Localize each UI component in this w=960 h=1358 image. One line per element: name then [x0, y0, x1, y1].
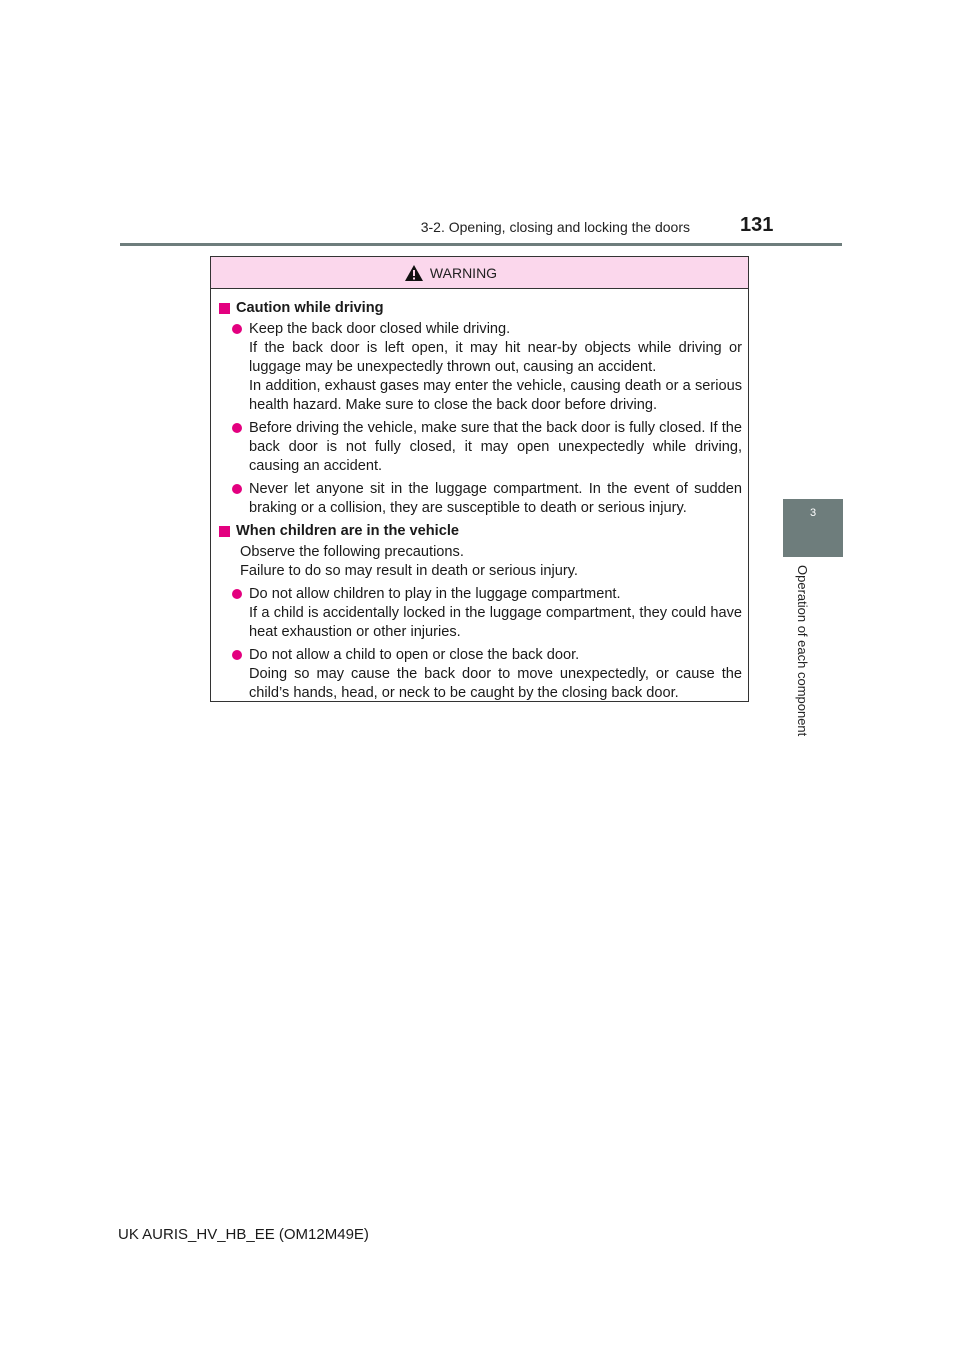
header-divider: [120, 243, 842, 246]
round-bullet-icon: [232, 324, 242, 334]
item-text: Before driving the vehicle, make sure that the back door is fully closed. If the back door is not fully closed, it may open unexpectedly while driving, causing an accident.: [249, 420, 742, 474]
list-item: [232, 480, 742, 518]
item-text: Never let anyone sit in the luggage compartment. In the event of sudden braking or a collision, they are susceptible to death or serious injury.: [249, 481, 742, 516]
chapter-number: 3: [809, 507, 817, 519]
warning-label: WARNING: [429, 264, 498, 281]
model-code: UK AURIS_HV_HB_EE (OM12M49E): [118, 1226, 369, 1243]
round-bullet-icon: [232, 423, 242, 433]
item-text: If a child is accidentally locked in the luggage compartment, they could have heat exhaustion or other injuries.: [249, 605, 742, 640]
list-item: [232, 419, 742, 476]
paragraph: Observe the following precautions.: [240, 544, 464, 560]
round-bullet-icon: [232, 589, 242, 599]
heading-text: When children are in the vehicle: [236, 523, 460, 539]
square-bullet-icon: [219, 303, 230, 314]
chapter-title: Operation of each component: [795, 565, 810, 737]
item-text: Do not allow children to play in the luggage compartment.: [249, 586, 621, 602]
item-text: Do not allow a child to open or close the back door.: [249, 647, 580, 663]
section-heading: [219, 299, 742, 318]
paragraph: Failure to do so may result in death or serious injury.: [240, 563, 578, 579]
warning-header: [211, 257, 748, 289]
item-text: In addition, exhaust gases may enter the vehicle, causing death or a serious health hazard. Make sure to close the back door before driving.: [249, 378, 742, 413]
round-bullet-icon: [232, 484, 242, 494]
heading-text: Caution while driving: [236, 300, 384, 316]
list-item: [232, 585, 742, 642]
chapter-tab: [783, 499, 843, 557]
item-text: Keep the back door closed while driving.: [249, 321, 511, 337]
section-heading: [219, 522, 742, 541]
item-text: Doing so may cause the back door to move unexpectedly, or cause the child’s hands, head, or neck to be caught by the closing back door.: [249, 666, 742, 701]
warning-triangle-icon: [404, 264, 424, 282]
list-item: [232, 320, 742, 415]
warning-box: [210, 256, 749, 702]
warning-body: [211, 289, 748, 703]
list-item: [232, 646, 742, 703]
section-title: 3-2. Opening, closing and locking the doors: [420, 219, 690, 235]
item-text: If the back door is left open, it may hit near-by objects while driving or luggage may be unexpectedly thrown out, causing an accident.: [249, 340, 742, 375]
page-number: 131: [740, 214, 774, 236]
round-bullet-icon: [232, 650, 242, 660]
square-bullet-icon: [219, 526, 230, 537]
